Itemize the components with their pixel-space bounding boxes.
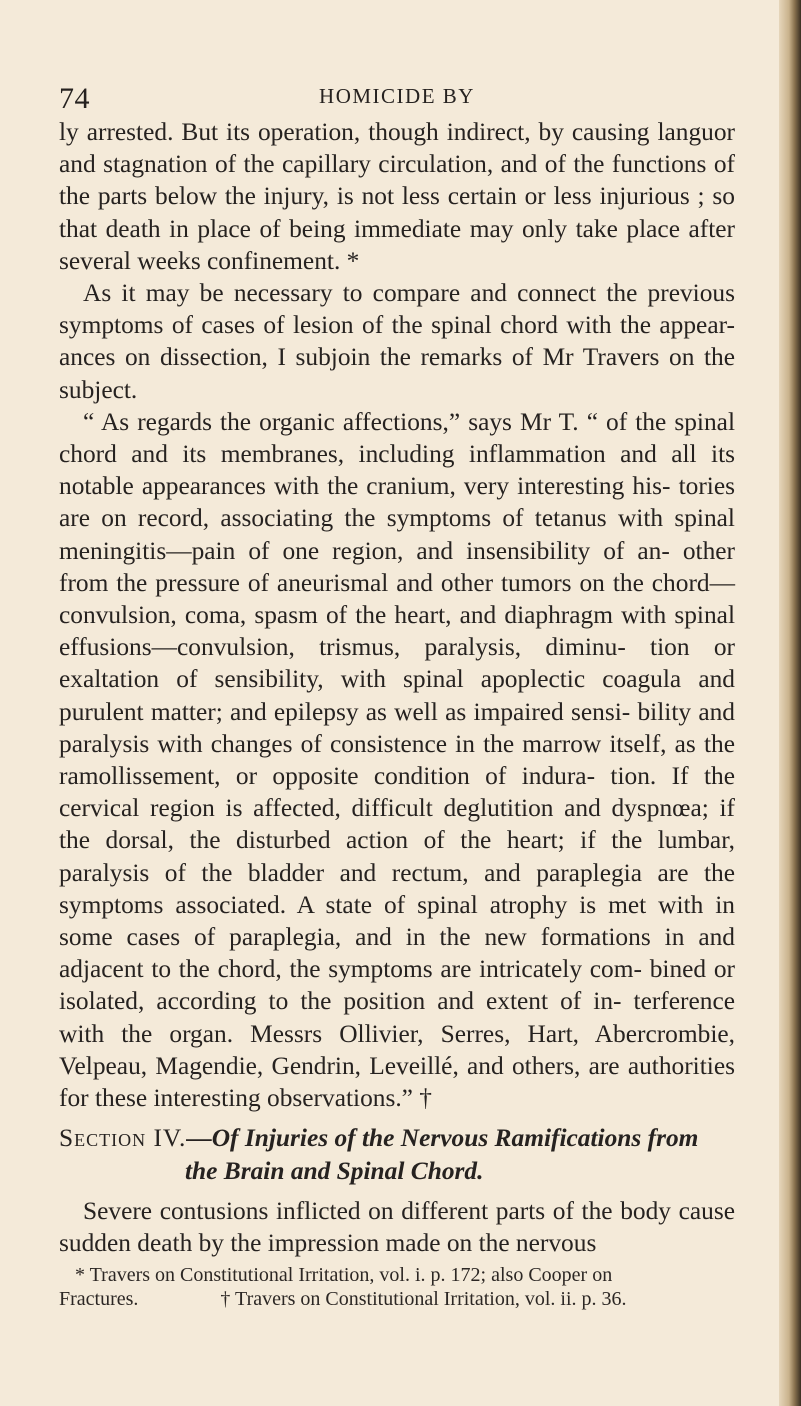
footnote-line [59,1287,735,1311]
page-header [59,74,735,116]
paragraph: As it may be necessary to compare and connect the previous symptoms of cases of lesion of the spinal chord with the appear- ances on dissection, I subjoin the remarks of Mr Travers on the subject. [59,279,735,404]
footnote-continuation: Fractures. [59,1288,139,1311]
footnotes [59,1263,735,1311]
section-title: —Of Injuries of the Nervous Ramifications from [186,1124,699,1153]
body-text [59,116,735,1114]
paragraph: Severe contusions inflicted on different parts of the body cause sudden death by the impression made on the nervous [59,1196,735,1257]
page-number: 74 [59,82,90,115]
section-heading [59,1122,735,1186]
running-head: HOMICIDE BY [319,84,475,108]
footnote: † Travers on Constitutional Irritation, vol. ii. p. 36. [220,1288,627,1311]
text-block [59,74,735,1311]
page-edge-shadow [779,0,801,1406]
paragraph: “ As regards the organic affections,” says Mr T. “ of the spinal chord and its membranes, including inflammation and all its notable appearances with the cranium, very interesting his- tories are on record, associating the symptoms of tetanus with spinal meningitis—pain of one region, and insensibility of an- other from the pressure of aneurismal and other tumors on the chord—convulsion, coma, spasm of the heart, and diaphragm with spinal effusions—convulsion, trismus, paralysis, diminu- tion or exaltation of sensibility, with spinal apoplectic coagula and purulent matter; and epilepsy as well as impaired sensi- bility and paralysis with changes of consistence in the marrow itself, as the ramollissement, or opposite condition of indura- tion. If the cervical region is affected, difficult deglutition and dyspnœa; if the dorsal, the disturbed action of the heart; if the lumbar, paralysis of the bladder and rectum, and paraplegia are the symptoms associated. A state of spinal atrophy is met with in some cases of paraplegia, and in the new formations in and adjacent to the chord, the symptoms are intricately com- bined or isolated, according to the position and extent of in- terference with the organ. Messrs Ollivier, Serres, Hart, Abercrombie, Velpeau, Magendie, Gendrin, Leveillé, and others, are authorities for these interesting observations.” † [59,407,735,1113]
footnote: * Travers on Constitutional Irritation, vol. i. p. 172; also Cooper on [75,1264,613,1287]
paragraph: ly arrested. But its operation, though indirect, by causing languor and stagnation of the capillary circulation, and of the functions of the parts below the injury, is not less certain or less injurious ; so that death in place of being immediate may only take place after several weeks confinement. * [59,118,735,275]
section-label: Section IV. [59,1124,187,1153]
section-title-continued: the Brain and Spinal Chord. [185,1156,484,1185]
section-heading-line [59,1122,735,1154]
